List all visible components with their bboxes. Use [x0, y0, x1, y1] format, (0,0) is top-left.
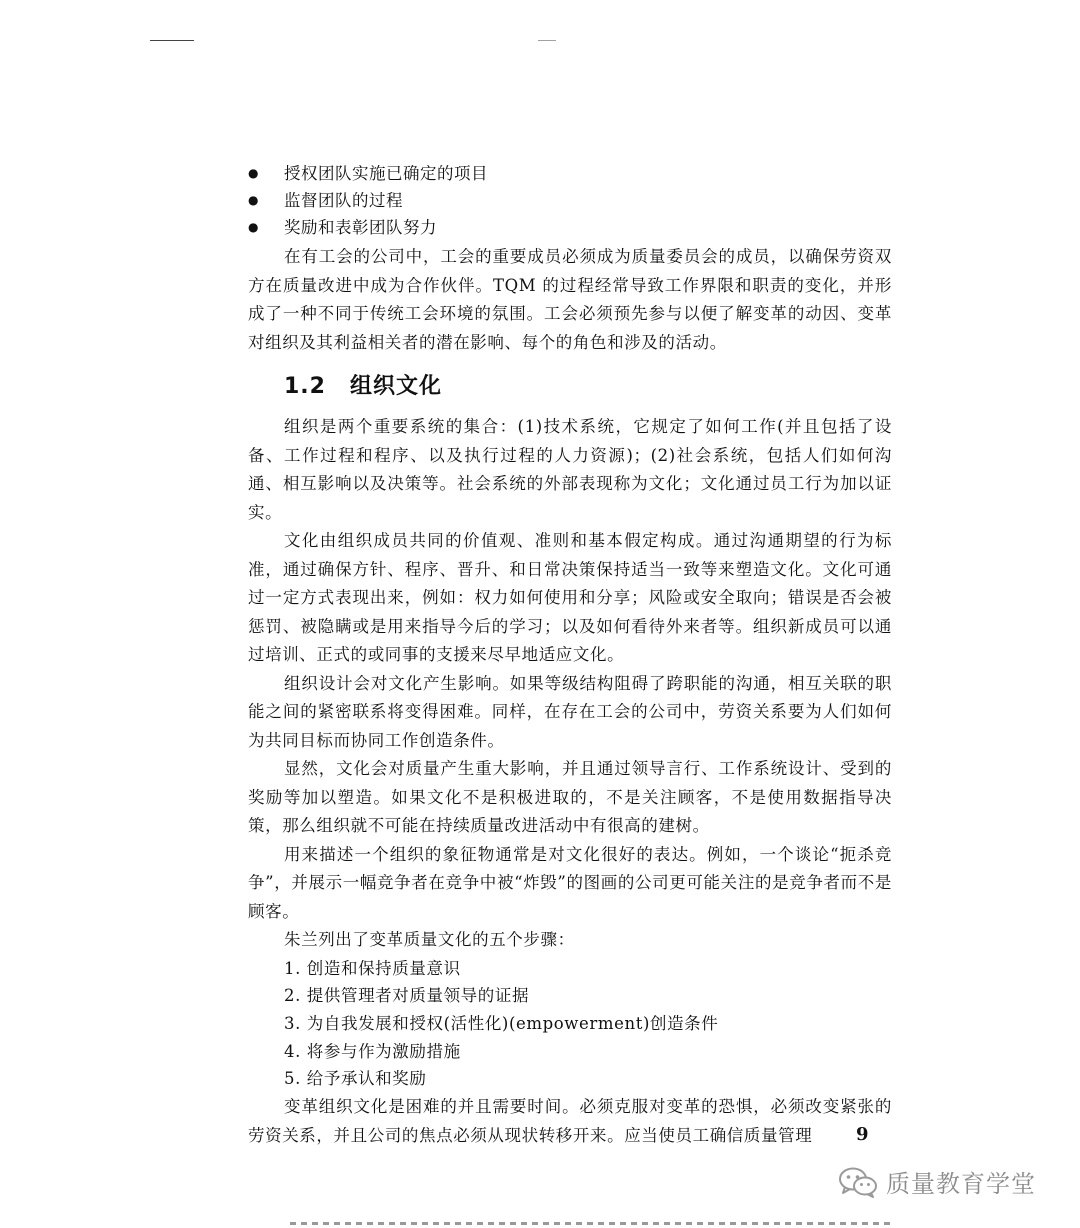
- bullet-item: ● 监督团队的过程: [248, 187, 892, 214]
- section-number: 1.2: [284, 374, 326, 399]
- section-title: 组织文化: [349, 374, 442, 399]
- body-paragraph: 用来描述一个组织的象征物通常是对文化很好的表达。例如，一个谈论“扼杀竞争”，并展示一幅竞争者在竞争中被“炸毁”的图画的公司更可能关注的是竞争者而不是顾客。: [248, 844, 892, 921]
- document-page: [248, 160, 892, 1150]
- bullet-item: ● 授权团队实施已确定的项目: [248, 160, 892, 187]
- wechat-icon: [838, 1166, 878, 1198]
- watermark: [838, 1164, 1036, 1199]
- page-number: 9: [856, 1124, 869, 1145]
- watermark-text: 质量教育学堂: [886, 1170, 1036, 1198]
- body-paragraph: 文化由组织成员共同的价值观、准则和基本假定构成。通过沟通期望的行为标准，通过确保方针、程序、晋升、和日常决策保持适当一致等来塑造文化。文化可通过一定方式表现出来，例如：权力如何使用和分享；风险或安全取向；错误是否会被惩罚、被隐瞒或是用来指导今后的学习；以及如何看待外来者等。组织新成员可以通过培训、正式的或同事的支援来尽早地适应文化。: [248, 531, 892, 664]
- scan-artifact-center: [538, 40, 556, 41]
- step-item: 4. 将参与作为激励措施: [284, 1041, 461, 1061]
- body-paragraph: 显然，文化会对质量产生重大影响，并且通过领导言行、工作系统设计、受到的奖励等加以塑造。如果文化不是积极进取的，不是关注顾客，不是使用数据指导决策，那么组织就不可能在持续质量改进活动中有很高的建树。: [248, 759, 892, 835]
- step-item: 3. 为自我发展和授权(活性化)(empowerment)创造条件: [284, 1013, 719, 1033]
- step-item: 2. 提供管理者对质量领导的证据: [284, 986, 530, 1006]
- steps-list: [248, 955, 892, 1094]
- scan-artifact-left: [150, 40, 194, 41]
- bullet-item: ● 奖励和表彰团队努力: [248, 214, 892, 241]
- body-paragraph: 朱兰列出了变革质量文化的五个步骤：: [284, 930, 575, 949]
- intro-paragraph: 在有工会的公司中，工会的重要成员必须成为质量委员会的成员，以确保劳资双方在质量改进中成为合作伙伴。TQM 的过程经常导致工作界限和职责的变化，并形成了一种不同于传统工会环境的氛围。工会必须预先参与以便了解变革的动因、变革对组织及其利益相关者的潜在影响、每个的角色和涉及的活动。: [248, 247, 892, 352]
- step-item: 1. 创造和保持质量意识: [284, 958, 461, 978]
- body-paragraph: 组织设计会对文化产生影响。如果等级结构阻碍了跨职能的沟通，相互关联的职能之间的紧密联系将变得困难。同样，在存在工会的公司中，劳资关系要为人们如何为共同目标而协同工作创造条件。: [248, 673, 892, 750]
- bullet-list: [248, 160, 892, 241]
- scan-artifact-bottom: [290, 1222, 890, 1225]
- closing-paragraph: 变革组织文化是困难的并且需要时间。必须克服对变革的恐惧，必须改变紧张的劳资关系，并且公司的焦点必须从现状转移开来。应当使员工确信质量管理: [248, 1097, 892, 1145]
- body-paragraph: 组织是两个重要系统的集合：(1)技术系统，它规定了如何工作(并且包括了设备、工作过程和程序、以及执行过程的人力资源)；(2)社会系统，包括人们如何沟通、相互影响以及决策等。社会系统的外部表现称为文化；文化通过员工行为加以证实。: [248, 417, 892, 522]
- step-item: 5. 给予承认和奖励: [284, 1069, 427, 1089]
- section-heading: [284, 371, 892, 403]
